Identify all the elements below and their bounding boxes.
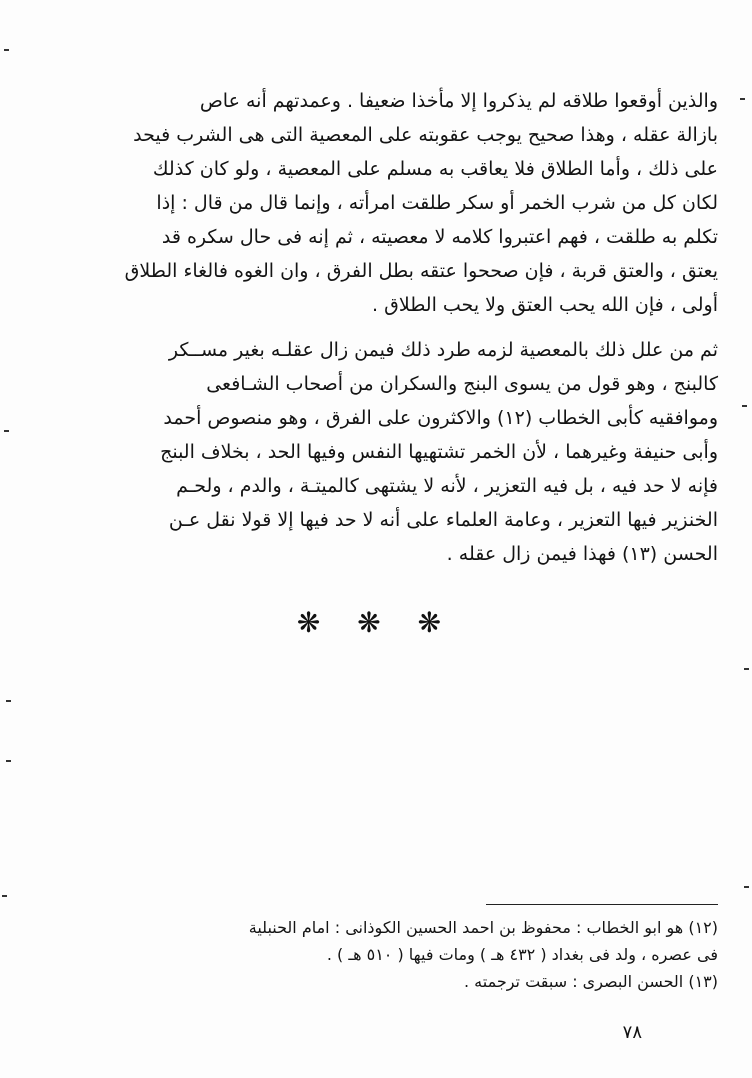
section-separator: ❋ ❋ ❋	[296, 606, 456, 639]
paragraph-2-line-5: فإنه لا حد فيه ، بل فيه التعزير ، لأنه لا يشتهى كالميتـة ، والدم ، ولحـم	[176, 475, 718, 497]
paragraph-1-line-3: على ذلك ، وأما الطلاق فلا يعاقب به مسلم على المعصية ، ولو كان كذلك	[152, 158, 718, 180]
footnote-12-line-1: (١٢) هو ابو الخطاب : محفوظ بن احمد الحسين الكوذانى : امام الحنبلية	[248, 918, 718, 937]
scan-speck	[6, 760, 11, 762]
paragraph-1-line-2: بازالة عقله ، وهذا صحيح يوجب عقوبته على المعصية التى هى الشرب فيحد	[133, 124, 718, 146]
paragraph-1-line-1: والذين أوقعوا طلاقه لم يذكروا إلا مأخذا ضعيفا . وعمدتهم أنه عاص	[199, 90, 718, 112]
paragraph-1-line-6: يعتق ، والعتق قربة ، فإن صححوا عتقه بطل الفرق ، وان الغوه فالغاء الطلاق	[124, 260, 718, 282]
scan-speck	[6, 700, 11, 702]
paragraph-1-line-4: لكان كل من شرب الخمر أو سكر طلقت امرأته ، وإنما قال من قال : إذا	[156, 192, 718, 214]
paragraph-2-line-1: ثم من علل ذلك بالمعصية لزمه طرد ذلك فيمن زال عقلـه بغير مســكر	[168, 339, 718, 361]
scan-speck	[742, 405, 747, 407]
paragraph-1	[100, 84, 718, 322]
paragraph-2-line-7: الحسن (١٣) فهذا فيمن زال عقله .	[446, 543, 718, 565]
page-number: ٧٨	[622, 1022, 642, 1043]
footnote-divider	[486, 904, 718, 905]
paragraph-1-line-7: أولى ، فإن الله يحب العتق ولا يحب الطلاق .	[372, 294, 718, 316]
footnote-13: (١٣) الحسن البصرى : سبقت ترجمته .	[463, 972, 718, 991]
scan-speck	[4, 49, 9, 51]
paragraph-2	[100, 333, 718, 571]
scan-speck	[744, 668, 749, 670]
paragraph-2-line-6: الخنزير فيها التعزير ، وعامة العلماء على أنه لا حد فيها إلا قولا نقل عـن	[168, 509, 718, 531]
scan-speck	[740, 98, 745, 100]
paragraph-2-line-4: وأبى حنيفة وغيرهما ، لأن الخمر تشتهيها النفس وفيها الحد ، بخلاف البنج	[160, 441, 718, 463]
scan-speck	[4, 430, 9, 432]
paragraph-1-line-5: تكلم به طلقت ، فهم اعتبروا كلامه لا معصيته ، ثم إنه فى حال سكره قد	[161, 226, 718, 248]
paragraph-2-line-2: كالبنج ، وهو قول من يسوى البنج والسكران من أصحاب الشـافعى	[206, 373, 718, 395]
footnotes	[90, 914, 718, 995]
paragraph-2-line-3: وموافقيه كأبى الخطاب (١٢) والاكثرون على الفرق ، وهو منصوص أحمد	[163, 407, 718, 429]
scan-speck	[744, 886, 749, 888]
scan-speck	[2, 895, 7, 897]
footnote-12-line-2: فى عصره ، ولد فى بغداد ( ٤٣٢ هـ ) ومات فيها ( ٥١٠ هـ ) .	[326, 945, 718, 964]
